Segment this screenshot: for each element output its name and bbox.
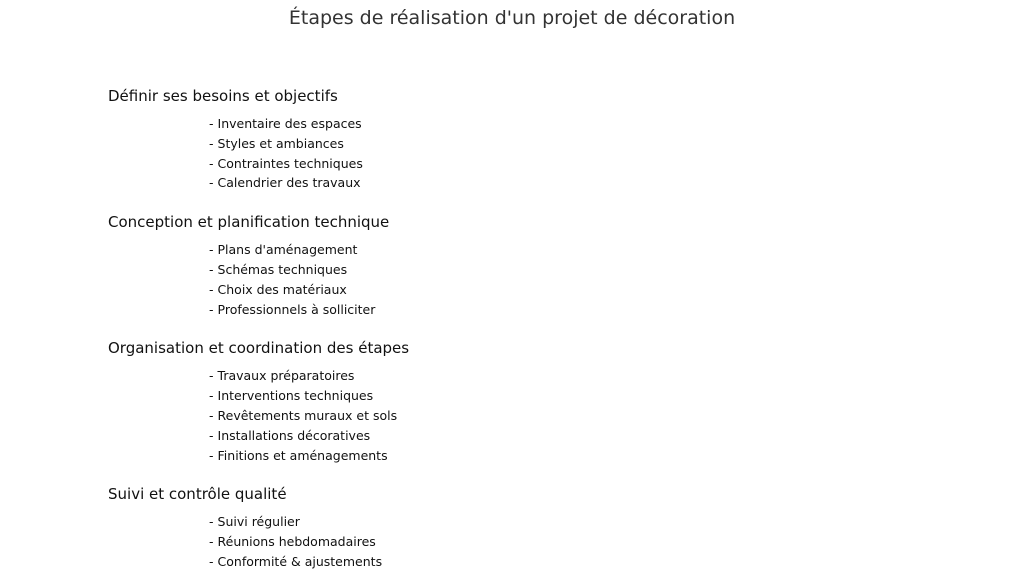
list-item: - Suivi régulier: [209, 514, 300, 530]
section-items: [108, 114, 808, 193]
section-quality-control: [108, 484, 808, 571]
list-item: - Calendrier des travaux: [209, 175, 361, 191]
list-item: - Plans d'aménagement: [209, 242, 358, 258]
list-item: - Professionnels à solliciter: [209, 301, 376, 317]
list-item: - Interventions techniques: [209, 388, 374, 404]
list-item: - Styles et ambiances: [209, 135, 344, 151]
section-design-planning: [108, 212, 808, 319]
section-heading: Définir ses besoins et objectifs: [108, 87, 338, 105]
section-items: [108, 512, 808, 571]
section-items: [108, 240, 808, 319]
page-title: Étapes de réalisation d'un projet de décoration: [288, 7, 736, 29]
list-item: - Revêtements muraux et sols: [209, 407, 398, 423]
list-item: - Installations décoratives: [209, 427, 371, 443]
list-item: - Contraintes techniques: [209, 155, 363, 171]
section-items: [108, 366, 808, 465]
list-item: - Finitions et aménagements: [209, 447, 388, 463]
section-heading: Suivi et contrôle qualité: [108, 485, 287, 504]
section-heading: Organisation et coordination des étapes: [108, 339, 410, 358]
list-item: - Inventaire des espaces: [209, 116, 362, 131]
section-define-needs: [108, 86, 808, 193]
section-organisation: [108, 338, 808, 465]
steps-outline: [108, 86, 808, 572]
list-item: - Schémas techniques: [209, 261, 348, 277]
section-heading: Conception et planification technique: [108, 213, 390, 232]
list-item: - Réunions hebdomadaires: [209, 534, 376, 550]
list-item: - Conformité & ajustements: [209, 553, 383, 569]
list-item: - Travaux préparatoires: [209, 368, 355, 384]
list-item: - Choix des matériaux: [209, 281, 347, 297]
